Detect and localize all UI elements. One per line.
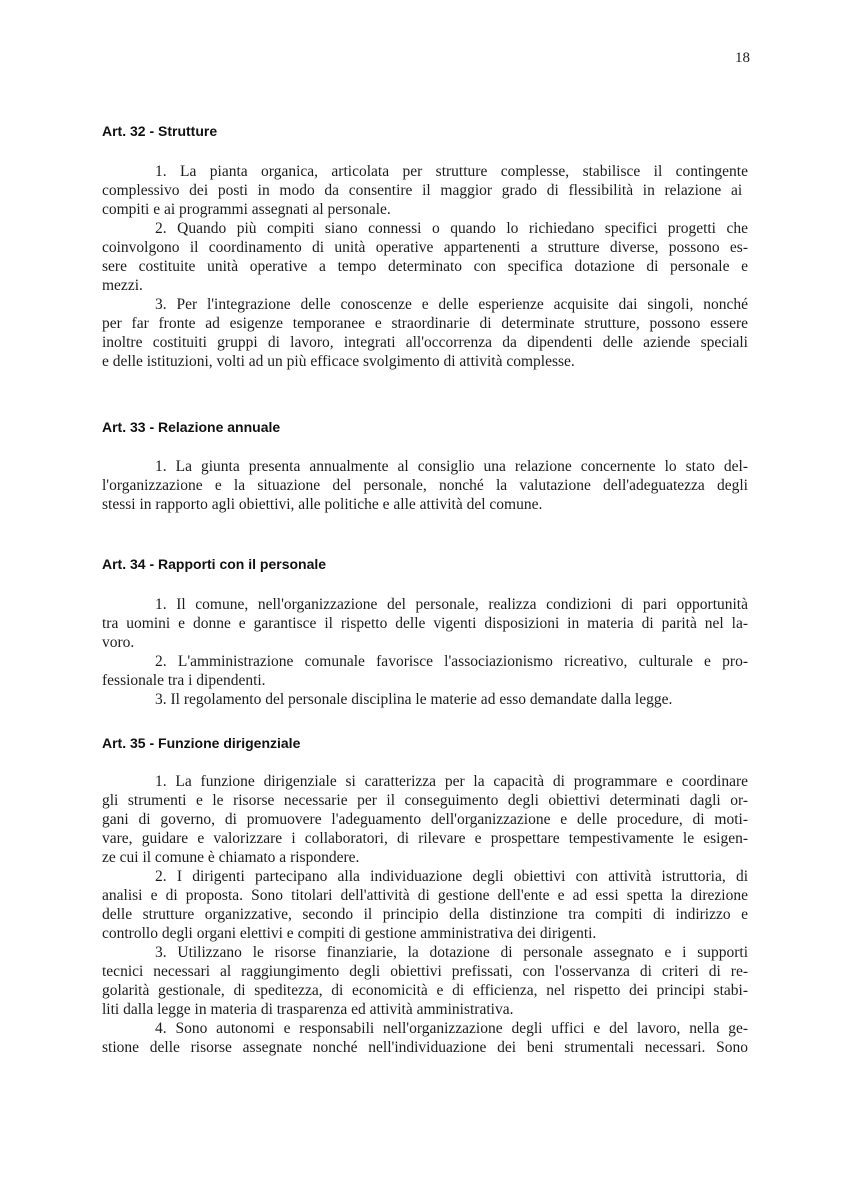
article-text-line: sere costituite unità operative a tempo determinato con specifica dotazione di personale e xyxy=(102,258,748,275)
article-text-line: e delle istituzioni, volti ad un più efficace svolgimento di attività complesse. xyxy=(102,353,575,370)
article-text-line: 2. Quando più compiti siano connessi o quando lo richiedano specifici progetti che xyxy=(155,220,748,237)
article-text-line: per far fronte ad esigenze temporanee e straordinarie di determinate strutture, possono essere xyxy=(102,315,748,332)
article-text-line: complessivo dei posti in modo da consentire il maggior grado di flessibilità in relazione ai xyxy=(102,182,743,199)
article-heading: Art. 32 - Strutture xyxy=(102,123,218,139)
article-heading: Art. 35 - Funzione dirigenziale xyxy=(102,735,301,751)
article-text-line: fessionale tra i dipendenti. xyxy=(102,672,266,689)
article-text-line: vare, guidare e valorizzare i collaboratori, di rilevare e prospettare tempestivamente le esigen- xyxy=(102,830,748,847)
article-text-line: inoltre costituiti gruppi di lavoro, integrati all'occorrenza da dipendenti delle aziende speciali xyxy=(102,334,748,351)
article-text-line: stessi in rapporto agli obiettivi, alle politiche e alle attività del comune. xyxy=(102,496,543,513)
article-heading: Art. 34 - Rapporti con il personale xyxy=(102,556,327,572)
page-number: 18 xyxy=(735,50,750,66)
article-text-line: tecnici necessari al raggiungimento degli obiettivi prefissati, con l'osservanza di criteri di re- xyxy=(102,963,748,980)
article-text-line: gani di governo, di promuovere l'adeguamento dell'organizzazione e delle procedure, di moti- xyxy=(102,811,748,828)
article-text-line: controllo degli organi elettivi e compiti di gestione amministrativa dei dirigenti. xyxy=(102,925,597,942)
article-text-line: 1. La giunta presenta annualmente al consiglio una relazione concernente lo stato del- xyxy=(155,458,748,475)
article-text-line: delle strutture organizzative, secondo il principio della distinzione tra compiti di indirizzo e xyxy=(102,906,748,923)
article-text-line: 1. La funzione dirigenziale si caratterizza per la capacità di programmare e coordinare xyxy=(155,773,748,790)
article-heading: Art. 33 - Relazione annuale xyxy=(102,419,281,435)
article-text-line: 2. I dirigenti partecipano alla individuazione degli obiettivi con attività istruttoria, di xyxy=(155,868,748,885)
article-text-line: 1. La pianta organica, articolata per strutture complesse, stabilisce il contingente xyxy=(155,163,748,180)
article-text-line: gli strumenti e le risorse necessarie per il conseguimento degli obiettivi determinati dagli or- xyxy=(102,792,748,809)
article-text-line: 1. Il comune, nell'organizzazione del personale, realizza condizioni di pari opportunità xyxy=(155,596,748,613)
article-text-line: tra uomini e donne e garantisce il rispetto delle vigenti disposizioni in materia di parità nel la- xyxy=(102,615,748,632)
article-text-line: golarità gestionale, di speditezza, di economicità e di efficienza, nel rispetto dei principi stabi- xyxy=(102,982,748,999)
article-text-line: 3. Utilizzano le risorse finanziarie, la dotazione di personale assegnato e i supporti xyxy=(155,944,748,961)
article-text-line: 3. Per l'integrazione delle conoscenze e delle esperienze acquisite dai singoli, nonché xyxy=(155,296,748,313)
article-text-line: coinvolgono il coordinamento di unità operative appartenenti a strutture diverse, possono es- xyxy=(102,239,748,256)
article-text-line: 3. Il regolamento del personale disciplina le materie ad esso demandate dalla legge. xyxy=(155,691,673,708)
article-text-line: 2. L'amministrazione comunale favorisce l'associazionismo ricreativo, culturale e pro- xyxy=(155,653,748,670)
article-text-line: analisi e di proposta. Sono titolari dell'attività di gestione dell'ente e ad essi spetta la direzione xyxy=(102,887,748,904)
article-text-line: stione delle risorse assegnate nonché nell'individuazione dei beni strumentali necessari. Sono xyxy=(102,1039,748,1056)
article-text-line: liti dalla legge in materia di trasparenza ed attività amministrativa. xyxy=(102,1001,514,1018)
article-text-line: compiti e ai programmi assegnati al personale. xyxy=(102,201,391,218)
article-text-line: l'organizzazione e la situazione del personale, nonché la valutazione dell'adeguatezza degli xyxy=(102,477,748,494)
article-text-line: mezzi. xyxy=(102,277,143,294)
article-text-line: 4. Sono autonomi e responsabili nell'organizzazione degli uffici e del lavoro, nella ge- xyxy=(155,1020,748,1037)
article-text-line: voro. xyxy=(102,634,135,651)
article-text-line: ze cui il comune è chiamato a rispondere. xyxy=(102,849,360,866)
